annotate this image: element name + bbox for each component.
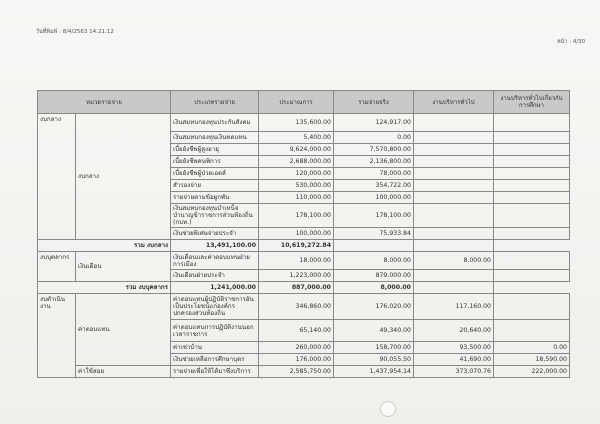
actual-cell: 78,000.00 (334, 168, 414, 180)
actual-cell: 0.00 (334, 132, 414, 144)
general-admin-cell (414, 180, 494, 192)
subsection-salary: เงินเดือน (76, 252, 171, 282)
expense-type-cell: รายจ่ายตามข้อผูกพัน (171, 192, 259, 204)
education-admin-cell (494, 180, 570, 192)
education-admin-cell (494, 294, 570, 320)
education-admin-cell (494, 168, 570, 180)
expense-type-cell: เบี้ยยังชีพคนพิการ (171, 156, 259, 168)
estimate-cell: 2,585,750.00 (259, 366, 334, 378)
expense-type-cell: สำรองจ่าย (171, 180, 259, 192)
subsection-utilization: ค่าใช้สอย (76, 366, 171, 378)
education-admin-cell (494, 132, 570, 144)
section-operations: งบดำเนินงาน (38, 294, 76, 378)
expense-type-cell: ค่าเช่าบ้าน (171, 342, 259, 354)
estimate-cell: 176,000.00 (259, 354, 334, 366)
general-admin-cell: 93,500.00 (414, 342, 494, 354)
expense-type-cell: ค่าตอบแทนการปฏิบัติงานนอกเวลาราชการ (171, 320, 259, 342)
total-estimate-cell: 13,491,100.00 (171, 240, 259, 252)
estimate-cell: 9,624,000.00 (259, 144, 334, 156)
table-header-row (38, 91, 570, 114)
expense-type-cell: เงินสมทบกองทุนประกันสังคม (171, 114, 259, 132)
education-admin-cell (494, 270, 570, 282)
total-estimate-cell: 1,241,000.00 (171, 282, 259, 294)
education-admin-cell: 18,590.00 (494, 354, 570, 366)
general-admin-cell (414, 132, 494, 144)
actual-cell: 176,020.00 (334, 294, 414, 320)
education-admin-cell: 0.00 (494, 342, 570, 354)
expenditure-table (37, 90, 570, 378)
estimate-cell: 65,140.00 (259, 320, 334, 342)
actual-cell: 1,437,954.14 (334, 366, 414, 378)
general-admin-cell (414, 228, 494, 240)
actual-cell: 879,000.00 (334, 270, 414, 282)
table-row (38, 114, 570, 132)
expense-type-cell: เงินเดือนและค่าตอบแทนฝ่ายการเมือง (171, 252, 259, 270)
estimate-cell: 530,000.00 (259, 180, 334, 192)
estimate-cell: 178,100.00 (259, 204, 334, 228)
expense-type-cell: เงินเดือนฝ่ายประจำ (171, 270, 259, 282)
section-personnel: งบบุคลากร (38, 252, 76, 282)
general-admin-cell: 41,690.00 (414, 354, 494, 366)
expense-type-cell: เงินช่วยเหลือการศึกษาบุตร (171, 354, 259, 366)
page-number: หน้า : 4/30 (557, 39, 586, 45)
estimate-cell: 5,400.00 (259, 132, 334, 144)
total-education-admin-cell (414, 240, 494, 252)
education-admin-cell (494, 192, 570, 204)
actual-cell: 100,000.00 (334, 192, 414, 204)
col-header-actual: รวมจ่ายจริง (334, 91, 414, 114)
general-admin-cell: 20,640.00 (414, 320, 494, 342)
expense-type-cell: รายจ่ายเพื่อให้ได้มาซึ่งบริการ (171, 366, 259, 378)
expense-type-cell: เงินช่วยพิเศษจ่ายประจำ (171, 228, 259, 240)
total-actual-cell: 10,619,272.84 (259, 240, 334, 252)
col-header-category: หมวดรายจ่าย (38, 91, 171, 114)
subsection-compensation: ค่าตอบแทน (76, 294, 171, 366)
general-admin-cell: 117,160.00 (414, 294, 494, 320)
estimate-cell: 120,000.00 (259, 168, 334, 180)
total-label: รวม งบบุคลากร (38, 282, 171, 294)
general-admin-cell (414, 192, 494, 204)
col-header-general-admin: งานบริหารทั่วไป (414, 91, 494, 114)
general-admin-cell (414, 144, 494, 156)
actual-cell: 75,933.84 (334, 228, 414, 240)
actual-cell: 354,722.00 (334, 180, 414, 192)
actual-cell: 124,917.00 (334, 114, 414, 132)
general-admin-cell: 8,000.00 (414, 252, 494, 270)
col-header-type: ประเภทรายจ่าย (171, 91, 259, 114)
education-admin-cell (494, 252, 570, 270)
education-admin-cell (494, 320, 570, 342)
actual-cell: 2,136,800.00 (334, 156, 414, 168)
total-label: รวม งบกลาง (38, 240, 171, 252)
section-budget: งบกลาง (38, 114, 76, 240)
expense-type-cell: เงินสมทบกองทุนเงินทดแทน (171, 132, 259, 144)
punch-hole (380, 401, 396, 417)
estimate-cell: 100,000.00 (259, 228, 334, 240)
col-header-estimate: ประมาณการ (259, 91, 334, 114)
estimate-cell: 2,688,000.00 (259, 156, 334, 168)
estimate-cell: 135,600.00 (259, 114, 334, 132)
education-admin-cell: 222,000.00 (494, 366, 570, 378)
education-admin-cell (494, 204, 570, 228)
actual-cell: 178,100.00 (334, 204, 414, 228)
total-education-admin-cell (414, 282, 494, 294)
table-row (38, 294, 570, 320)
estimate-cell: 1,223,000.00 (259, 270, 334, 282)
total-row (38, 282, 570, 294)
expense-type-cell: เบี้ยยังชีพผู้ป่วยเอดส์ (171, 168, 259, 180)
print-date: วันที่พิมพ์ : 8/4/2563 14:21:12 (36, 29, 114, 35)
table-row (38, 366, 570, 378)
actual-cell: 49,340.00 (334, 320, 414, 342)
total-general-admin-cell (334, 240, 414, 252)
education-admin-cell (494, 228, 570, 240)
education-admin-cell (494, 114, 570, 132)
table-body (38, 114, 570, 378)
actual-cell: 7,570,800.00 (334, 144, 414, 156)
estimate-cell: 346,860.00 (259, 294, 334, 320)
estimate-cell: 18,000.00 (259, 252, 334, 270)
actual-cell: 8,000.00 (334, 252, 414, 270)
general-admin-cell (414, 168, 494, 180)
expense-type-cell: เงินสมทบกองทุนบำเหน็จบำนาญข้าราชการส่วนท้องถิ่น (กบท.) (171, 204, 259, 228)
total-actual-cell: 887,000.00 (259, 282, 334, 294)
general-admin-cell (414, 270, 494, 282)
general-admin-cell: 373,070.76 (414, 366, 494, 378)
subsection-budget: งบกลาง (76, 114, 171, 240)
general-admin-cell (414, 204, 494, 228)
estimate-cell: 110,000.00 (259, 192, 334, 204)
estimate-cell: 260,000.00 (259, 342, 334, 354)
actual-cell: 158,700.00 (334, 342, 414, 354)
education-admin-cell (494, 156, 570, 168)
expense-type-cell: เบี้ยยังชีพผู้สูงอายุ (171, 144, 259, 156)
total-row (38, 240, 570, 252)
total-general-admin-cell: 8,000.00 (334, 282, 414, 294)
table-row (38, 252, 570, 270)
expense-type-cell: ค่าตอบแทนผู้ปฏิบัติราชการอันเป็นประโยชน์แก่องค์กรปกครองส่วนท้องถิ่น (171, 294, 259, 320)
actual-cell: 90,055.50 (334, 354, 414, 366)
general-admin-cell (414, 156, 494, 168)
col-header-education-admin: งานบริหารทั่วไปเกี่ยวกับการศึกษา (494, 91, 570, 114)
general-admin-cell (414, 114, 494, 132)
education-admin-cell (494, 144, 570, 156)
